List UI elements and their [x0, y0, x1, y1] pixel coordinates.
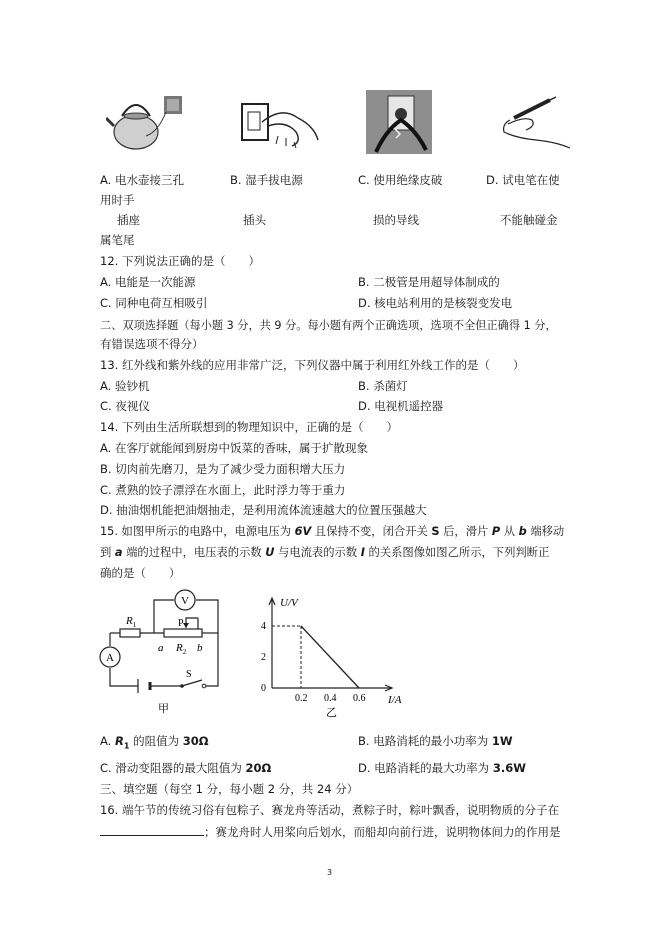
q15-stem-line2: 到 a 端的过程中，电压表的示数 U 与电流表的示数 I 的关系图像如图乙所示，下列判断正 — [100, 546, 550, 559]
r2-label: $R_2$ — [176, 642, 187, 656]
q13-stem: 13. 红外线和紫外线的应用非常广泛，下列仪器中属于利用红外线工作的是（ ） — [100, 358, 525, 372]
q14-stem: 14. 下列由生活所联想到的物理知识中，正确的是（ ） — [100, 420, 398, 434]
section-2-heading: 二、双项选择题（每小题 3 分，共 9 分。每小题有两个正确选项，选项不全但正确得 1 分， — [100, 319, 557, 332]
test-pen-figure — [496, 94, 572, 152]
q11-option-a: A. 电水壶接三孔 — [100, 173, 184, 187]
q11-option-d: D. 试电笔在使 — [486, 173, 560, 187]
q11-option-c-cont: 损的导线 — [373, 213, 419, 227]
q16-line2: ；赛龙舟时人用桨向后划水，而船却向前行进，说明物体间力的作用是 — [100, 824, 561, 840]
q12-option-d: D. 核电站利用的是核裂变发电 — [358, 296, 513, 310]
y-axis-label: U/V — [280, 597, 298, 609]
wire — [204, 633, 218, 686]
q15-option-a: A. $R_1$ 的阻值为 30Ω — [100, 734, 209, 751]
q11-option-d-cont2: 不能触碰金 — [500, 213, 558, 227]
graph-caption: 乙 — [326, 706, 337, 719]
q15-option-b: B. 电路消耗的最小功率为 1W — [358, 734, 513, 748]
q11-option-b-cont: 插头 — [243, 213, 266, 227]
terminal-a-label: a — [158, 642, 164, 654]
q14-option-a: A. 在客厅就能闻到厨房中饭菜的香味，属于扩散现象 — [100, 441, 368, 455]
x-tick-label: 0.4 — [324, 693, 337, 704]
switch-label: S — [186, 669, 192, 680]
q15-option-d: D. 电路消耗的最大功率为 3.6W — [358, 761, 526, 775]
q11-option-a-cont: 插座 — [117, 213, 140, 227]
q13-option-a: A. 验钞机 — [100, 379, 150, 393]
q13-option-c: C. 夜视仪 — [100, 399, 150, 413]
q15-option-c: C. 滑动变阻器的最大阻值为 20Ω — [100, 761, 272, 775]
q11-option-c: C. 使用绝缘皮破 — [358, 173, 443, 187]
y-tick-label: 4 — [261, 621, 266, 632]
x-tick-label: 0.2 — [295, 693, 308, 704]
circuit-diagram — [98, 588, 230, 718]
u-i-graph — [252, 590, 412, 722]
series-line — [301, 626, 359, 688]
slider-arrow — [183, 623, 189, 628]
q14-option-b: B. 切肉前先磨刀，是为了减少受力面积增大压力 — [100, 462, 346, 476]
wire — [154, 600, 174, 633]
q13-option-d: D. 电视机遥控器 — [358, 399, 444, 413]
q11-option-b: B. 湿手拔电源 — [230, 173, 303, 187]
q14-option-d: D. 抽油烟机能把油烟抽走，是利用流体流速越大的位置压强越大 — [100, 503, 427, 517]
ammeter-label: A — [106, 652, 114, 664]
section-2-heading-cont: 有错误选项不得分） — [100, 337, 204, 351]
y-tick-label: 2 — [261, 652, 266, 663]
wire — [110, 668, 138, 686]
section-3-heading: 三、填空题（每空 1 分，每小题 2 分，共 24 分） — [100, 782, 359, 796]
r1-label: $R_1$ — [126, 615, 137, 629]
q12-stem: 12. 下列说法正确的是（ ） — [100, 254, 260, 268]
kettle-figure — [106, 92, 184, 152]
switch-contact — [202, 684, 206, 688]
y-tick-label: 0 — [261, 683, 266, 694]
q12-option-b: B. 二极管是用超导体制成的 — [358, 275, 500, 289]
page-number: 3 — [327, 868, 333, 877]
answer-blank[interactable] — [100, 824, 204, 836]
circuit-caption: 甲 — [158, 702, 169, 715]
x-axis-label: I/A — [388, 694, 402, 706]
wet-hand-unplug-figure — [238, 96, 324, 154]
q12-option-a: A. 电能是一次能源 — [100, 275, 196, 289]
wire — [196, 600, 218, 633]
terminal-b-label: b — [197, 642, 203, 654]
voltmeter-label: V — [181, 595, 189, 607]
x-tick-label: 0.6 — [353, 693, 366, 704]
q13-option-b: B. 杀菌灯 — [358, 379, 408, 393]
q11-option-d-cont3: 属笔尾 — [100, 233, 135, 247]
rheostat-r2 — [164, 629, 202, 637]
damaged-wire-figure — [366, 90, 432, 154]
switch-blade — [182, 680, 202, 686]
q14-option-c: C. 煮熟的饺子漂浮在水面上，此时浮力等于重力 — [100, 483, 346, 497]
slider-p-label: P — [178, 618, 184, 629]
resistor-r1 — [120, 629, 140, 637]
q16-line1: 16. 端午节的传统习俗有包粽子、赛龙舟等活动，煮粽子时，粽叶飘香，说明物质的分子在 — [100, 803, 559, 817]
q15-stem-line1: 15. 如图甲所示的电路中，电源电压为 6V 且保持不变，闭合开关 S 后，滑片 P 从 b 端移动 — [100, 525, 565, 538]
q15-stem-line3: 确的是（ ） — [100, 566, 181, 580]
q12-option-c: C. 同种电荷互相吸引 — [100, 296, 208, 310]
q11-option-d-cont: 用时手 — [100, 193, 135, 207]
